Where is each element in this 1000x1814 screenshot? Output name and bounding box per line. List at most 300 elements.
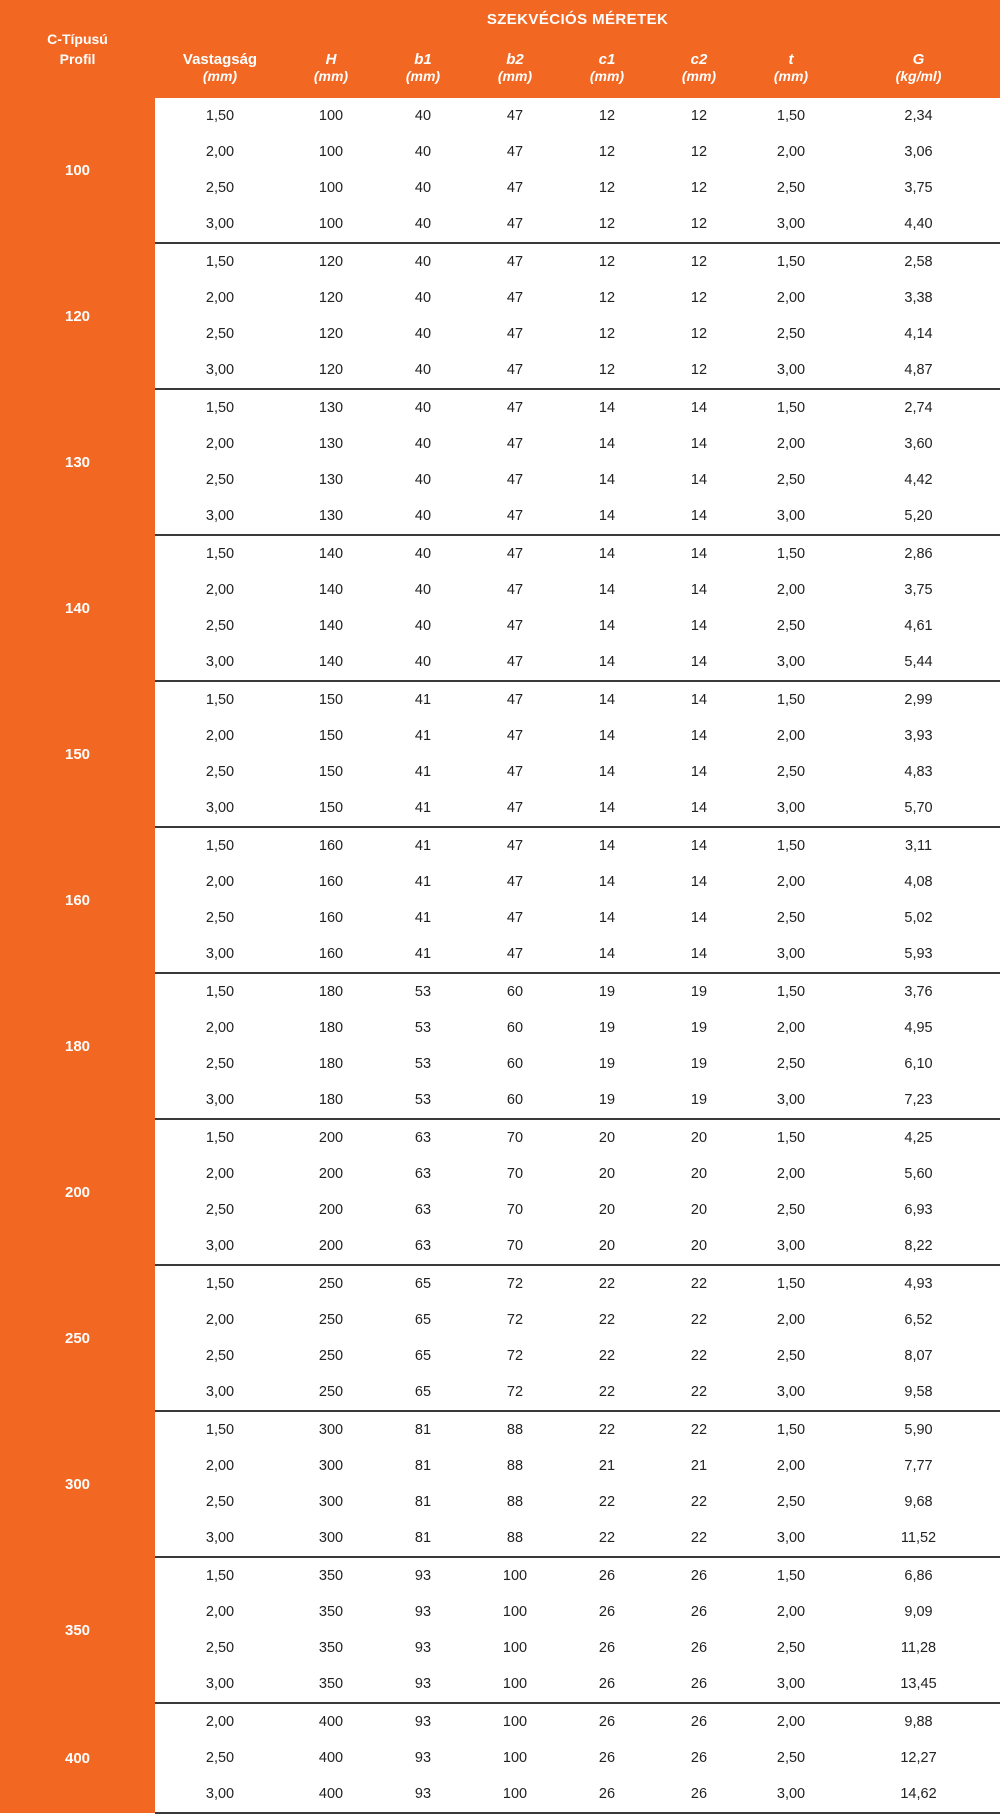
cell-c1: 26 bbox=[561, 1594, 653, 1630]
cell-vastags-g: 2,00 bbox=[155, 864, 285, 900]
cell-b1: 41 bbox=[377, 681, 469, 718]
cell-vastags-g: 3,00 bbox=[155, 1666, 285, 1703]
cell-c2: 20 bbox=[653, 1119, 745, 1156]
cell-g: 2,34 bbox=[837, 98, 1000, 134]
col-unit-c1: (mm) bbox=[561, 68, 653, 98]
cell-c2: 12 bbox=[653, 98, 745, 134]
cell-vastags-g: 1,50 bbox=[155, 389, 285, 426]
cell-b1: 53 bbox=[377, 1082, 469, 1119]
cell-c1: 14 bbox=[561, 535, 653, 572]
cell-t: 2,50 bbox=[745, 170, 837, 206]
cell-b2: 47 bbox=[469, 790, 561, 827]
cell-c2: 26 bbox=[653, 1740, 745, 1776]
cell-c2: 14 bbox=[653, 462, 745, 498]
cell-c1: 20 bbox=[561, 1228, 653, 1265]
cell-b1: 63 bbox=[377, 1192, 469, 1228]
cell-t: 2,00 bbox=[745, 426, 837, 462]
cell-h: 160 bbox=[285, 900, 377, 936]
cell-b1: 40 bbox=[377, 316, 469, 352]
cell-c2: 14 bbox=[653, 936, 745, 973]
cell-h: 140 bbox=[285, 572, 377, 608]
cell-c2: 14 bbox=[653, 864, 745, 900]
cell-b1: 65 bbox=[377, 1338, 469, 1374]
cell-vastags-g: 1,50 bbox=[155, 973, 285, 1010]
cell-g: 4,40 bbox=[837, 206, 1000, 243]
cell-b2: 47 bbox=[469, 936, 561, 973]
col-symbol-vastagsag: Vastagság bbox=[155, 38, 285, 68]
cell-t: 1,50 bbox=[745, 827, 837, 864]
cell-t: 2,50 bbox=[745, 608, 837, 644]
cell-b1: 40 bbox=[377, 498, 469, 535]
cell-b1: 41 bbox=[377, 827, 469, 864]
cell-h: 180 bbox=[285, 1010, 377, 1046]
cell-t: 3,00 bbox=[745, 644, 837, 681]
cell-h: 200 bbox=[285, 1228, 377, 1265]
col-symbol-c1: c1 bbox=[561, 38, 653, 68]
cell-g: 3,06 bbox=[837, 134, 1000, 170]
cell-c1: 14 bbox=[561, 936, 653, 973]
cell-g: 3,93 bbox=[837, 718, 1000, 754]
cell-c1: 14 bbox=[561, 572, 653, 608]
table-row bbox=[0, 1557, 1000, 1594]
cell-b2: 100 bbox=[469, 1666, 561, 1703]
cell-c2: 19 bbox=[653, 973, 745, 1010]
cell-g: 3,75 bbox=[837, 170, 1000, 206]
cell-vastags-g: 2,50 bbox=[155, 462, 285, 498]
cell-c2: 12 bbox=[653, 243, 745, 280]
cell-b2: 47 bbox=[469, 170, 561, 206]
cell-c2: 14 bbox=[653, 426, 745, 462]
cell-vastags-g: 1,50 bbox=[155, 1265, 285, 1302]
cell-b2: 72 bbox=[469, 1302, 561, 1338]
table-row bbox=[0, 535, 1000, 572]
cell-b2: 88 bbox=[469, 1484, 561, 1520]
cell-c2: 26 bbox=[653, 1557, 745, 1594]
col-symbol-b1: b1 bbox=[377, 38, 469, 68]
cell-c1: 14 bbox=[561, 462, 653, 498]
col-symbol-t: t bbox=[745, 38, 837, 68]
cell-c2: 22 bbox=[653, 1520, 745, 1557]
cell-h: 300 bbox=[285, 1448, 377, 1484]
cell-t: 1,50 bbox=[745, 681, 837, 718]
profile-group-label: 180 bbox=[0, 973, 155, 1119]
cell-vastags-g: 2,00 bbox=[155, 1302, 285, 1338]
cell-c2: 12 bbox=[653, 280, 745, 316]
cell-t: 3,00 bbox=[745, 498, 837, 535]
cell-c2: 14 bbox=[653, 681, 745, 718]
profile-header-line2: Profil bbox=[59, 51, 96, 67]
cell-h: 160 bbox=[285, 936, 377, 973]
cell-vastags-g: 1,50 bbox=[155, 1411, 285, 1448]
cell-b2: 47 bbox=[469, 243, 561, 280]
cell-vastags-g: 2,50 bbox=[155, 1046, 285, 1082]
cell-t: 3,00 bbox=[745, 1228, 837, 1265]
cell-h: 250 bbox=[285, 1265, 377, 1302]
cell-g: 5,93 bbox=[837, 936, 1000, 973]
col-symbol-c2: c2 bbox=[653, 38, 745, 68]
cell-b1: 65 bbox=[377, 1265, 469, 1302]
col-unit-vastagsag: (mm) bbox=[155, 68, 285, 98]
cell-h: 300 bbox=[285, 1484, 377, 1520]
profile-group-label: 100 bbox=[0, 98, 155, 243]
cell-b1: 63 bbox=[377, 1119, 469, 1156]
cell-vastags-g: 1,50 bbox=[155, 681, 285, 718]
cell-t: 1,50 bbox=[745, 389, 837, 426]
cell-t: 1,50 bbox=[745, 243, 837, 280]
cell-h: 130 bbox=[285, 389, 377, 426]
cell-t: 2,00 bbox=[745, 1156, 837, 1192]
cell-vastags-g: 2,00 bbox=[155, 572, 285, 608]
cell-b1: 53 bbox=[377, 1046, 469, 1082]
cell-t: 1,50 bbox=[745, 1411, 837, 1448]
cell-h: 130 bbox=[285, 498, 377, 535]
cell-b1: 41 bbox=[377, 864, 469, 900]
cell-t: 2,50 bbox=[745, 1338, 837, 1374]
cell-h: 100 bbox=[285, 206, 377, 243]
cell-h: 120 bbox=[285, 243, 377, 280]
cell-c1: 12 bbox=[561, 98, 653, 134]
cell-c2: 14 bbox=[653, 790, 745, 827]
cell-b2: 72 bbox=[469, 1374, 561, 1411]
table-row bbox=[0, 1119, 1000, 1156]
profile-group-label: 140 bbox=[0, 535, 155, 681]
cell-t: 1,50 bbox=[745, 973, 837, 1010]
cell-g: 2,74 bbox=[837, 389, 1000, 426]
group-header-cell: SZEKVÉCIÓS MÉRETEK bbox=[155, 0, 1000, 38]
cell-g: 4,95 bbox=[837, 1010, 1000, 1046]
cell-c1: 12 bbox=[561, 316, 653, 352]
cell-g: 3,11 bbox=[837, 827, 1000, 864]
cell-b1: 40 bbox=[377, 462, 469, 498]
cell-g: 3,76 bbox=[837, 973, 1000, 1010]
cell-vastags-g: 3,00 bbox=[155, 936, 285, 973]
cell-g: 6,10 bbox=[837, 1046, 1000, 1082]
cell-vastags-g: 3,00 bbox=[155, 1776, 285, 1813]
cell-g: 4,83 bbox=[837, 754, 1000, 790]
cell-g: 4,87 bbox=[837, 352, 1000, 389]
cell-t: 2,00 bbox=[745, 1703, 837, 1740]
cell-h: 120 bbox=[285, 280, 377, 316]
cell-b1: 40 bbox=[377, 280, 469, 316]
cell-b2: 60 bbox=[469, 1046, 561, 1082]
cell-t: 2,50 bbox=[745, 1046, 837, 1082]
cell-vastags-g: 1,50 bbox=[155, 98, 285, 134]
cell-b2: 47 bbox=[469, 681, 561, 718]
cell-g: 5,70 bbox=[837, 790, 1000, 827]
cell-g: 3,38 bbox=[837, 280, 1000, 316]
cell-b1: 40 bbox=[377, 535, 469, 572]
cell-h: 130 bbox=[285, 426, 377, 462]
cell-c2: 14 bbox=[653, 644, 745, 681]
cell-b1: 40 bbox=[377, 389, 469, 426]
profile-group-label: 130 bbox=[0, 389, 155, 535]
cell-g: 2,86 bbox=[837, 535, 1000, 572]
cell-b2: 47 bbox=[469, 498, 561, 535]
cell-t: 2,50 bbox=[745, 1740, 837, 1776]
cell-h: 300 bbox=[285, 1520, 377, 1557]
cell-b2: 47 bbox=[469, 754, 561, 790]
cell-g: 5,44 bbox=[837, 644, 1000, 681]
cell-vastags-g: 2,00 bbox=[155, 280, 285, 316]
cell-t: 3,00 bbox=[745, 1666, 837, 1703]
cell-t: 2,00 bbox=[745, 1010, 837, 1046]
cell-t: 1,50 bbox=[745, 535, 837, 572]
cell-h: 350 bbox=[285, 1594, 377, 1630]
cell-c2: 12 bbox=[653, 316, 745, 352]
cell-b1: 40 bbox=[377, 352, 469, 389]
cell-b1: 40 bbox=[377, 98, 469, 134]
cell-c1: 26 bbox=[561, 1740, 653, 1776]
cell-t: 3,00 bbox=[745, 1776, 837, 1813]
cell-c2: 14 bbox=[653, 608, 745, 644]
cell-b2: 47 bbox=[469, 900, 561, 936]
cell-h: 350 bbox=[285, 1630, 377, 1666]
cell-h: 400 bbox=[285, 1703, 377, 1740]
cell-b1: 40 bbox=[377, 170, 469, 206]
cell-b1: 40 bbox=[377, 426, 469, 462]
cell-b2: 47 bbox=[469, 426, 561, 462]
cell-b2: 47 bbox=[469, 827, 561, 864]
cell-b2: 70 bbox=[469, 1192, 561, 1228]
cell-b2: 60 bbox=[469, 973, 561, 1010]
profile-header-line1: C-Típusú bbox=[47, 30, 108, 47]
cell-h: 160 bbox=[285, 827, 377, 864]
cell-c1: 14 bbox=[561, 681, 653, 718]
profile-group-label: 150 bbox=[0, 681, 155, 827]
cell-c2: 12 bbox=[653, 134, 745, 170]
cell-h: 400 bbox=[285, 1776, 377, 1813]
cell-g: 2,99 bbox=[837, 681, 1000, 718]
cell-c1: 12 bbox=[561, 206, 653, 243]
cell-h: 120 bbox=[285, 352, 377, 389]
cell-c2: 22 bbox=[653, 1374, 745, 1411]
cell-vastags-g: 2,00 bbox=[155, 1448, 285, 1484]
cell-vastags-g: 2,50 bbox=[155, 316, 285, 352]
cell-c2: 14 bbox=[653, 718, 745, 754]
cell-b1: 41 bbox=[377, 936, 469, 973]
cell-vastags-g: 2,00 bbox=[155, 1010, 285, 1046]
cell-t: 2,50 bbox=[745, 462, 837, 498]
cell-vastags-g: 3,00 bbox=[155, 1520, 285, 1557]
cell-h: 350 bbox=[285, 1666, 377, 1703]
cell-b1: 93 bbox=[377, 1594, 469, 1630]
cell-h: 160 bbox=[285, 864, 377, 900]
cell-b2: 72 bbox=[469, 1265, 561, 1302]
table-row bbox=[0, 1265, 1000, 1302]
cell-b2: 88 bbox=[469, 1411, 561, 1448]
col-unit-c2: (mm) bbox=[653, 68, 745, 98]
cell-b2: 47 bbox=[469, 98, 561, 134]
cell-c1: 12 bbox=[561, 280, 653, 316]
cell-t: 1,50 bbox=[745, 1557, 837, 1594]
col-symbol-b2: b2 bbox=[469, 38, 561, 68]
cell-vastags-g: 2,00 bbox=[155, 718, 285, 754]
cell-t: 3,00 bbox=[745, 936, 837, 973]
cell-g: 6,93 bbox=[837, 1192, 1000, 1228]
cell-c2: 22 bbox=[653, 1338, 745, 1374]
header-row-group bbox=[0, 0, 1000, 38]
cell-b2: 72 bbox=[469, 1338, 561, 1374]
cell-c1: 22 bbox=[561, 1411, 653, 1448]
cell-c1: 12 bbox=[561, 243, 653, 280]
cell-h: 150 bbox=[285, 790, 377, 827]
cell-b1: 63 bbox=[377, 1156, 469, 1192]
cell-vastags-g: 2,50 bbox=[155, 1192, 285, 1228]
cell-c2: 19 bbox=[653, 1010, 745, 1046]
cell-c2: 21 bbox=[653, 1448, 745, 1484]
col-unit-h: (mm) bbox=[285, 68, 377, 98]
cell-b2: 47 bbox=[469, 280, 561, 316]
cell-c2: 22 bbox=[653, 1265, 745, 1302]
profile-group-label: 200 bbox=[0, 1119, 155, 1265]
cell-g: 5,02 bbox=[837, 900, 1000, 936]
cell-vastags-g: 1,50 bbox=[155, 827, 285, 864]
cell-c1: 22 bbox=[561, 1520, 653, 1557]
cell-c1: 14 bbox=[561, 754, 653, 790]
cell-h: 140 bbox=[285, 535, 377, 572]
cell-t: 2,00 bbox=[745, 280, 837, 316]
cell-h: 300 bbox=[285, 1411, 377, 1448]
cell-c1: 14 bbox=[561, 718, 653, 754]
cell-b2: 100 bbox=[469, 1740, 561, 1776]
cell-c1: 19 bbox=[561, 973, 653, 1010]
cell-b2: 88 bbox=[469, 1448, 561, 1484]
cell-vastags-g: 1,50 bbox=[155, 535, 285, 572]
cell-h: 250 bbox=[285, 1374, 377, 1411]
cell-t: 2,00 bbox=[745, 1594, 837, 1630]
cell-g: 12,27 bbox=[837, 1740, 1000, 1776]
cell-t: 1,50 bbox=[745, 98, 837, 134]
cell-b2: 47 bbox=[469, 389, 561, 426]
cell-g: 9,88 bbox=[837, 1703, 1000, 1740]
cell-c1: 12 bbox=[561, 134, 653, 170]
cell-g: 9,58 bbox=[837, 1374, 1000, 1411]
cell-vastags-g: 3,00 bbox=[155, 498, 285, 535]
cell-g: 3,60 bbox=[837, 426, 1000, 462]
cell-t: 2,00 bbox=[745, 572, 837, 608]
cell-vastags-g: 3,00 bbox=[155, 1228, 285, 1265]
cell-t: 2,50 bbox=[745, 1630, 837, 1666]
cell-b1: 93 bbox=[377, 1557, 469, 1594]
cell-b2: 47 bbox=[469, 206, 561, 243]
cell-vastags-g: 2,00 bbox=[155, 134, 285, 170]
cell-t: 2,00 bbox=[745, 134, 837, 170]
col-unit-t: (mm) bbox=[745, 68, 837, 98]
cell-g: 4,25 bbox=[837, 1119, 1000, 1156]
cell-vastags-g: 2,50 bbox=[155, 1630, 285, 1666]
cell-b2: 100 bbox=[469, 1557, 561, 1594]
cell-g: 2,58 bbox=[837, 243, 1000, 280]
cell-t: 2,00 bbox=[745, 1448, 837, 1484]
cell-g: 11,52 bbox=[837, 1520, 1000, 1557]
cell-vastags-g: 2,50 bbox=[155, 1338, 285, 1374]
table-row bbox=[0, 389, 1000, 426]
cell-h: 180 bbox=[285, 1046, 377, 1082]
col-unit-b1: (mm) bbox=[377, 68, 469, 98]
cell-t: 2,00 bbox=[745, 1302, 837, 1338]
col-symbol-g: G bbox=[837, 38, 1000, 68]
cell-vastags-g: 3,00 bbox=[155, 1374, 285, 1411]
cell-h: 120 bbox=[285, 316, 377, 352]
cell-b2: 60 bbox=[469, 1010, 561, 1046]
cell-b2: 70 bbox=[469, 1228, 561, 1265]
cell-b1: 81 bbox=[377, 1484, 469, 1520]
cell-b2: 88 bbox=[469, 1520, 561, 1557]
profile-group-label: 350 bbox=[0, 1557, 155, 1703]
cell-h: 150 bbox=[285, 718, 377, 754]
cell-g: 6,52 bbox=[837, 1302, 1000, 1338]
cell-vastags-g: 3,00 bbox=[155, 790, 285, 827]
cell-c2: 20 bbox=[653, 1156, 745, 1192]
cell-g: 5,20 bbox=[837, 498, 1000, 535]
cell-c2: 12 bbox=[653, 352, 745, 389]
cell-c1: 14 bbox=[561, 644, 653, 681]
cell-vastags-g: 2,00 bbox=[155, 1594, 285, 1630]
table-body bbox=[0, 98, 1000, 1813]
cell-g: 8,22 bbox=[837, 1228, 1000, 1265]
cell-b2: 47 bbox=[469, 864, 561, 900]
cell-h: 180 bbox=[285, 973, 377, 1010]
cell-b1: 40 bbox=[377, 644, 469, 681]
cell-b1: 41 bbox=[377, 754, 469, 790]
cell-h: 150 bbox=[285, 681, 377, 718]
cell-b1: 40 bbox=[377, 572, 469, 608]
cell-t: 2,50 bbox=[745, 1484, 837, 1520]
cell-c2: 22 bbox=[653, 1411, 745, 1448]
cell-c2: 26 bbox=[653, 1630, 745, 1666]
cell-b2: 47 bbox=[469, 535, 561, 572]
cell-h: 200 bbox=[285, 1156, 377, 1192]
cell-b1: 65 bbox=[377, 1374, 469, 1411]
cell-g: 4,08 bbox=[837, 864, 1000, 900]
cell-c2: 14 bbox=[653, 754, 745, 790]
cell-g: 7,77 bbox=[837, 1448, 1000, 1484]
cell-vastags-g: 2,50 bbox=[155, 608, 285, 644]
cell-b2: 47 bbox=[469, 316, 561, 352]
cell-c1: 14 bbox=[561, 498, 653, 535]
profile-group-label: 250 bbox=[0, 1265, 155, 1411]
cell-g: 5,90 bbox=[837, 1411, 1000, 1448]
cell-t: 3,00 bbox=[745, 790, 837, 827]
cell-c2: 22 bbox=[653, 1302, 745, 1338]
cell-b2: 47 bbox=[469, 608, 561, 644]
cell-b2: 100 bbox=[469, 1630, 561, 1666]
cell-b1: 81 bbox=[377, 1448, 469, 1484]
cell-c1: 14 bbox=[561, 790, 653, 827]
cell-c1: 14 bbox=[561, 426, 653, 462]
cell-b2: 47 bbox=[469, 572, 561, 608]
cell-c1: 20 bbox=[561, 1156, 653, 1192]
cell-vastags-g: 2,00 bbox=[155, 1156, 285, 1192]
table-row bbox=[0, 98, 1000, 134]
cell-t: 2,50 bbox=[745, 1192, 837, 1228]
cell-b2: 100 bbox=[469, 1703, 561, 1740]
cell-c2: 26 bbox=[653, 1703, 745, 1740]
cell-b1: 93 bbox=[377, 1703, 469, 1740]
cell-b1: 93 bbox=[377, 1740, 469, 1776]
cell-g: 4,42 bbox=[837, 462, 1000, 498]
cell-h: 100 bbox=[285, 134, 377, 170]
cell-vastags-g: 2,50 bbox=[155, 1484, 285, 1520]
cell-c1: 12 bbox=[561, 352, 653, 389]
cell-vastags-g: 1,50 bbox=[155, 1119, 285, 1156]
cell-c1: 26 bbox=[561, 1557, 653, 1594]
cell-b2: 70 bbox=[469, 1156, 561, 1192]
cell-b2: 60 bbox=[469, 1082, 561, 1119]
cell-h: 140 bbox=[285, 644, 377, 681]
cell-h: 100 bbox=[285, 98, 377, 134]
cell-b2: 47 bbox=[469, 718, 561, 754]
